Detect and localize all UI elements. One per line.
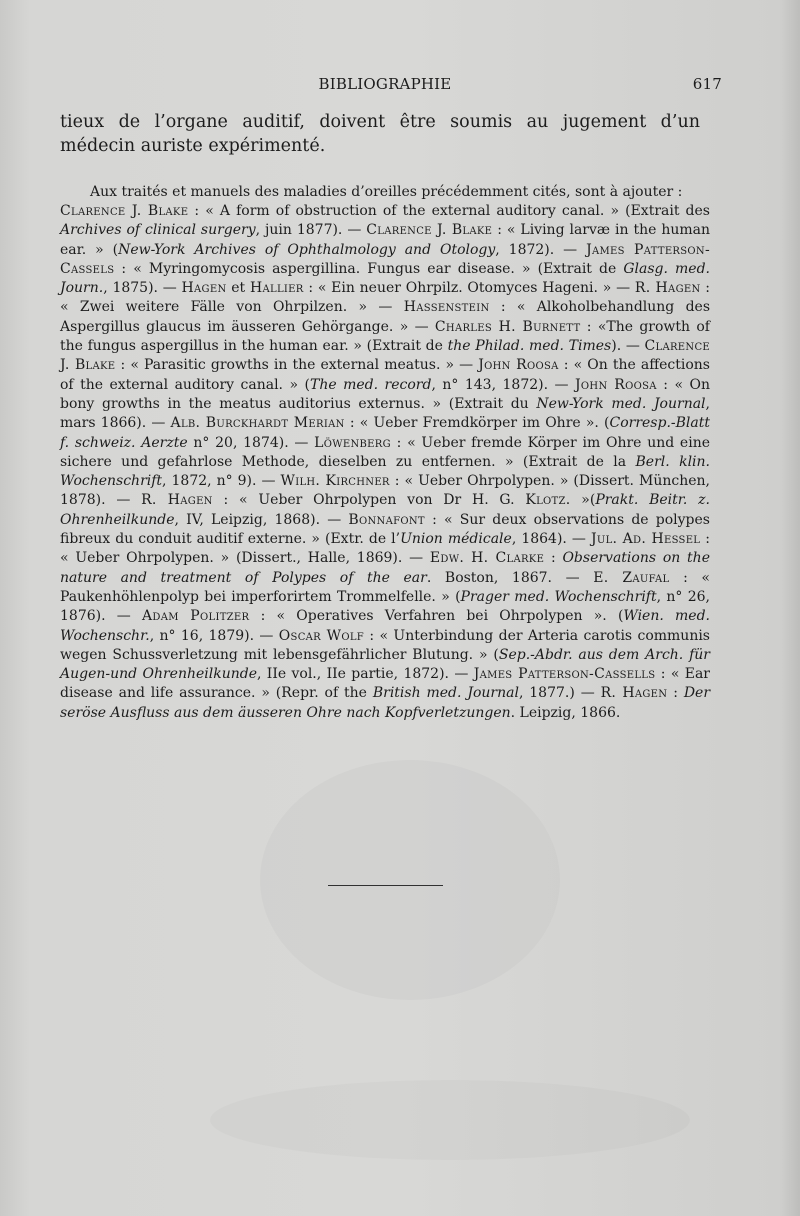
reference-author: James Patterson-Cassels [60,241,710,277]
reference-text: « Ueber Ohrpolypen von Dr H. G. [239,492,526,509]
reference-author: Oscar Wolf [278,627,365,644]
reference-text: « Ueber fremde Körper im Ohre und eine sichere und gefahrlose Methode, dieselben zu entfernen. » (Extrait de la [60,434,711,470]
reference-separator: : [544,550,563,567]
reference-source: Der seröse Ausfluss aus dem äusseren Ohre nach Kopfverletzungen [60,685,711,721]
reference-text: « Sur deux observations de polypes fibreux du conduit auditif externe. » (Extr. de l’ [60,511,710,548]
reference-text: « Parasitic growths in the external meatus. » — [130,357,479,374]
reference-source: The med. record [309,376,432,393]
reference-source: Wien. med. Wochenschr. [60,608,710,644]
section-end-rule [328,885,443,886]
reference-text: , mars 1866). — [60,395,710,432]
reference-separator: : [580,318,598,335]
reference-author: Edw. H. Clarke [429,550,545,567]
reference-separator: : [492,222,507,239]
reference-text: n° 20, 1874). — [187,434,315,451]
reference-text: , juin 1877). — [255,222,367,239]
reference-separator: : [114,260,134,277]
reference-author: Clarence J. Blake [60,203,189,219]
reference-text: « Ueber Ohrpolypen. » (Dissert. München, 1878). — [60,473,710,509]
reference-paragraph [60,202,710,723]
reference-text: , n° 143, 1872). — [431,376,576,393]
reference-separator: : [669,569,702,586]
reference-author: Bonnafont [348,511,425,528]
reference-separator: et [226,280,250,297]
reference-author: E. Zaufal [593,569,670,586]
reference-author: R. Hagen [600,685,668,702]
reference-separator: : [489,299,517,316]
reference-separator: : [389,473,405,490]
reference-source: Archives of clinical surgery [60,222,256,239]
reference-author: Hassenstein [403,299,490,316]
reference-source: New-York Archives of Ophthalmology and Otology [118,241,496,258]
reference-source: Corresp.-Blatt f. schweiz. Aerzte [60,415,711,451]
lead-sentence: Aux traités et manuels des maladies d’oreilles précédemment cités, sont à ajouter : [90,184,683,200]
reference-text: , 1872, n° 9). — [162,473,281,490]
reference-source: the Philad. med. Times [447,338,612,355]
reference-author: Hagen [181,280,227,297]
intro-paragraph: tieux de l’organe auditif, doivent être soumis au jugement d’un médecin auriste expérimenté. [60,112,700,156]
reference-separator [571,492,582,508]
reference-separator: : [364,627,380,644]
reference-source: British med. Journal [372,685,519,702]
reference-separator: : [390,434,408,451]
reference-text: , IV, Leipzig, 1868). — [174,511,349,528]
reference-author: Clarence J. Blake [60,338,711,374]
reference-source: Observations on the nature and treatment of Polypes of the ear [60,550,710,586]
page-header [58,75,722,97]
reference-source: Berl. klin. Wochenschrift [60,453,710,490]
reference-separator: : [212,492,240,509]
reference-text: , n° 16, 1879). — [149,627,279,644]
reference-source: Prakt. Beitr. z. Ohrenheilkunde [60,492,710,528]
reference-text: »( [581,492,596,509]
reference-author: Jul. Ad. Hessel [590,531,701,548]
reference-separator: : [667,685,684,702]
reference-source: Sep.-Abdr. aus dem Arch. für Augen-und Ohrenheilkunde [60,646,710,683]
reference-text: , 1864). — [511,531,591,548]
reference-text: « Ueber Fremdkörper im Ohre ». ( [359,415,610,432]
reference-text: , IIe vol., IIe partie, 1872). — [256,666,474,683]
reference-separator: : [188,203,206,219]
reference-author: Adam Politzer [141,608,250,625]
reference-text: « Alkoholbehandlung des Aspergillus glaucus im äusseren Gehörgange. » — [60,299,711,335]
reference-source: Glasg. med. Journ. [60,260,710,297]
reference-author: Charles H. Burnett [434,318,581,335]
reference-text: « Unterbindung der Arteria carotis communis wegen Schussverletzung mit lebensgefährlicher Blutung. » ( [60,627,710,663]
reference-author: Hallier [249,280,304,297]
reference-author: John Roosa [478,357,559,374]
reference-separator: : [700,280,711,297]
reference-text: « Myringomycosis aspergillina. Fungus ear disease. » (Extrait de [133,260,624,277]
reference-author: Klotz. [525,492,571,509]
reference-text: « Paukenhöhlenpolyp bei imperforirtem Trommelfelle. » ( [60,569,710,605]
reference-list [60,202,710,723]
reference-separator: : [656,376,675,393]
reference-author: Alb. Burckhardt Merian [170,415,345,432]
page-number: 617 [692,75,722,93]
reference-text: . Boston, 1867. — [426,569,594,586]
reference-source: New-York med. Journal [536,395,706,412]
reference-text: « On the affections of the external auditory canal. » ( [60,357,710,393]
reference-text: «The growth of the fungus aspergillus in the human ear. » (Extrait de [60,318,710,355]
reference-author: Löwenberg [314,434,391,451]
reference-text: ). — [611,338,645,355]
reference-separator: : [655,666,671,683]
reference-text: , 1875). — [103,280,182,297]
reference-text: « On bony growths in the meatus auditorius externus. » (Extrait du [60,376,710,412]
reference-author: Clarence J. Blake [366,222,493,239]
reference-separator: : [303,280,318,297]
reference-text: « Zwei weitere Fälle von Ohrpilzen. » — [60,299,404,316]
reference-text: « A form of obstruction of the external auditory canal. » (Extrait des [205,203,710,219]
reference-source: Prager med. Wochenschrift [460,588,657,605]
reference-separator: : [344,415,360,432]
reference-author: Wilh. Kirchner [280,473,390,490]
reference-text: , 1877.) — [518,685,601,702]
reference-separator: : [558,357,574,374]
reference-text: , n° 26, 1876). — [60,588,710,625]
reference-text: « Ueber Ohrpolypen. » (Dissert., Halle, 1869). — [60,550,430,567]
reference-separator: : [700,531,711,548]
reference-text: « Ear disease and life assurance. » (Repr. of the [60,666,710,702]
reference-text: « Ein neuer Ohrpilz. Otomyces Hageni. » — [317,280,635,297]
reference-text: . Leipzig, 1866. [510,704,621,721]
reference-text: « Living larvæ in the human ear. » ( [60,222,710,258]
reference-separator: : [115,357,131,374]
reference-separator: : [424,511,444,528]
reference-author: R. Hagen [141,492,213,509]
reference-text: « Operatives Verfahren bei Ohrpolypen ». ( [276,608,624,625]
reference-author: James Patterson-Cassells [473,666,656,683]
reference-separator: : [249,608,277,625]
reference-author: R. Hagen [634,280,701,297]
reference-source: Union médicale [400,531,512,548]
reference-text: , 1872). — [495,241,587,258]
running-title: BIBLIOGRAPHIE [318,75,452,93]
reference-author: John Roosa [575,376,657,393]
